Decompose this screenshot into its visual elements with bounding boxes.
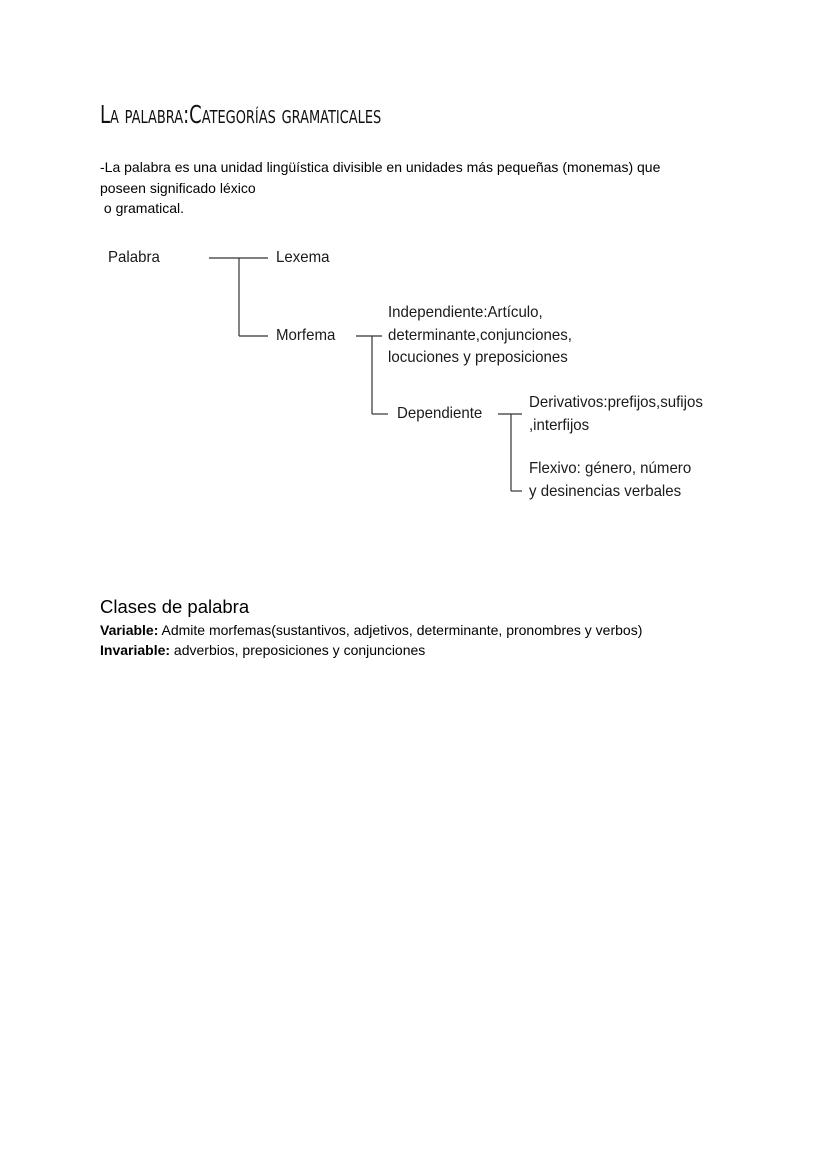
diagram-connector-lines bbox=[0, 0, 828, 560]
clase-invariable bbox=[100, 642, 425, 658]
node-morfema: Morfema bbox=[276, 327, 336, 344]
clase-variable bbox=[100, 622, 642, 638]
node-independiente-line: Independiente:Artículo, bbox=[388, 304, 543, 321]
node-lexema: Lexema bbox=[276, 249, 330, 266]
node-derivativos-line: Derivativos:prefijos,sufijos bbox=[529, 394, 703, 411]
node-flexivo-line: y desinencias verbales bbox=[529, 482, 682, 500]
clase-invariable-label: Invariable: bbox=[100, 642, 171, 658]
node-derivativos-line: ,interfijos bbox=[529, 416, 590, 434]
clase-invariable-text: adverbios, preposiciones y conjunciones bbox=[170, 642, 426, 658]
clases-heading: Clases de palabra bbox=[100, 596, 250, 617]
node-independiente-line: determinante,conjunciones, bbox=[388, 326, 572, 344]
intro-line: o gramatical. bbox=[100, 200, 185, 216]
node-independiente-line: locuciones y preposiciones bbox=[388, 349, 568, 366]
node-dependiente: Dependiente bbox=[397, 405, 483, 422]
clase-variable-label: Variable: bbox=[100, 622, 159, 638]
node-palabra: Palabra bbox=[108, 249, 160, 266]
intro-line: poseen significado léxico bbox=[100, 179, 256, 196]
node-derivativos bbox=[529, 392, 703, 437]
word-structure-diagram bbox=[0, 0, 828, 560]
clase-variable-text: Admite morfemas(sustantivos, adjetivos, determinante, pronombres y verbos) bbox=[158, 622, 643, 638]
node-independiente bbox=[388, 302, 572, 370]
intro-line: -La palabra es una unidad lingüística divisible en unidades más pequeñas (monemas) que bbox=[100, 159, 661, 175]
node-flexivo-line: Flexivo: género, número bbox=[529, 460, 692, 477]
page-title: La palabra:Categorías gramaticales bbox=[100, 100, 382, 129]
node-flexivo bbox=[529, 458, 691, 503]
